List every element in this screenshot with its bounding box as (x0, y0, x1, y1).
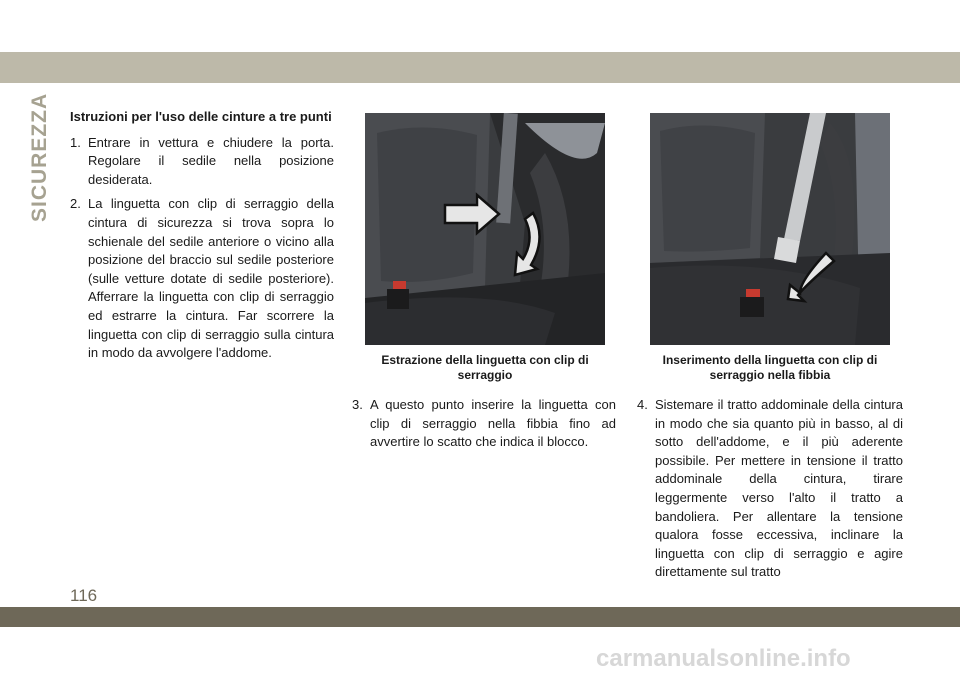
step-2 (70, 195, 334, 362)
step-text: A questo punto inserire la linguetta con clip di serraggio nella fibbia fino ad avvertire lo scatto che indica il blocco. (370, 397, 616, 450)
step-3 (352, 396, 616, 452)
figure-seatbelt-extraction (365, 113, 605, 345)
seat-photo-illustration (365, 113, 605, 345)
step-1 (70, 134, 334, 190)
figure-seatbelt-insertion (650, 113, 890, 345)
right-column (637, 396, 903, 588)
step-number: 1. (70, 134, 81, 150)
step-number: 3. (352, 397, 363, 412)
left-column (70, 108, 334, 369)
page-number: 116 (70, 586, 98, 605)
footer-band (0, 607, 960, 627)
step-number: 4. (637, 397, 648, 412)
step-4 (637, 396, 903, 582)
watermark: carmanualsonline.info (596, 645, 851, 672)
step-text: La linguetta con clip di serraggio della cintura di sicurezza si trova sopra lo schienale del sedile anteriore o vicino alla posizione del braccio sul sedile posteriore (sulle vetture dotate di sedile posteriore). Afferrare la linguetta con clip di serraggio ed estrarre la cintura. Far scorrere la linguetta con clip di serraggio sulla cintura in modo da avvolgere l'addome. (88, 196, 334, 361)
figure-caption: Estrazione della linguetta con clip di serraggio (381, 353, 589, 382)
step-text: Sistemare il tratto addominale della cintura in modo che sia quanto più in basso, al di sotto dell'addome, e il più aderente possibile. Per mettere in tensione il tratto addominale della cintura, tirare leggermente verso l'alto il tratto a bandoliera. Per allentare la tensione qualora fosse eccessiva, inclinare la linguetta con clip di serraggio e agire direttamente sul tratto (655, 397, 903, 580)
step-number: 2. (70, 196, 81, 212)
figure-caption: Inserimento della linguetta con clip di serraggio nella fibbia (662, 353, 878, 382)
step-text: Entrare in vettura e chiudere la porta. Regolare il sedile nella posizione desiderata. (88, 134, 334, 187)
middle-column (352, 396, 616, 458)
section-heading: Istruzioni per l'uso delle cinture a tre punti (70, 109, 332, 124)
section-label: SICUREZZA (28, 92, 51, 222)
seat-photo-illustration (650, 113, 890, 345)
header-band (0, 52, 960, 83)
